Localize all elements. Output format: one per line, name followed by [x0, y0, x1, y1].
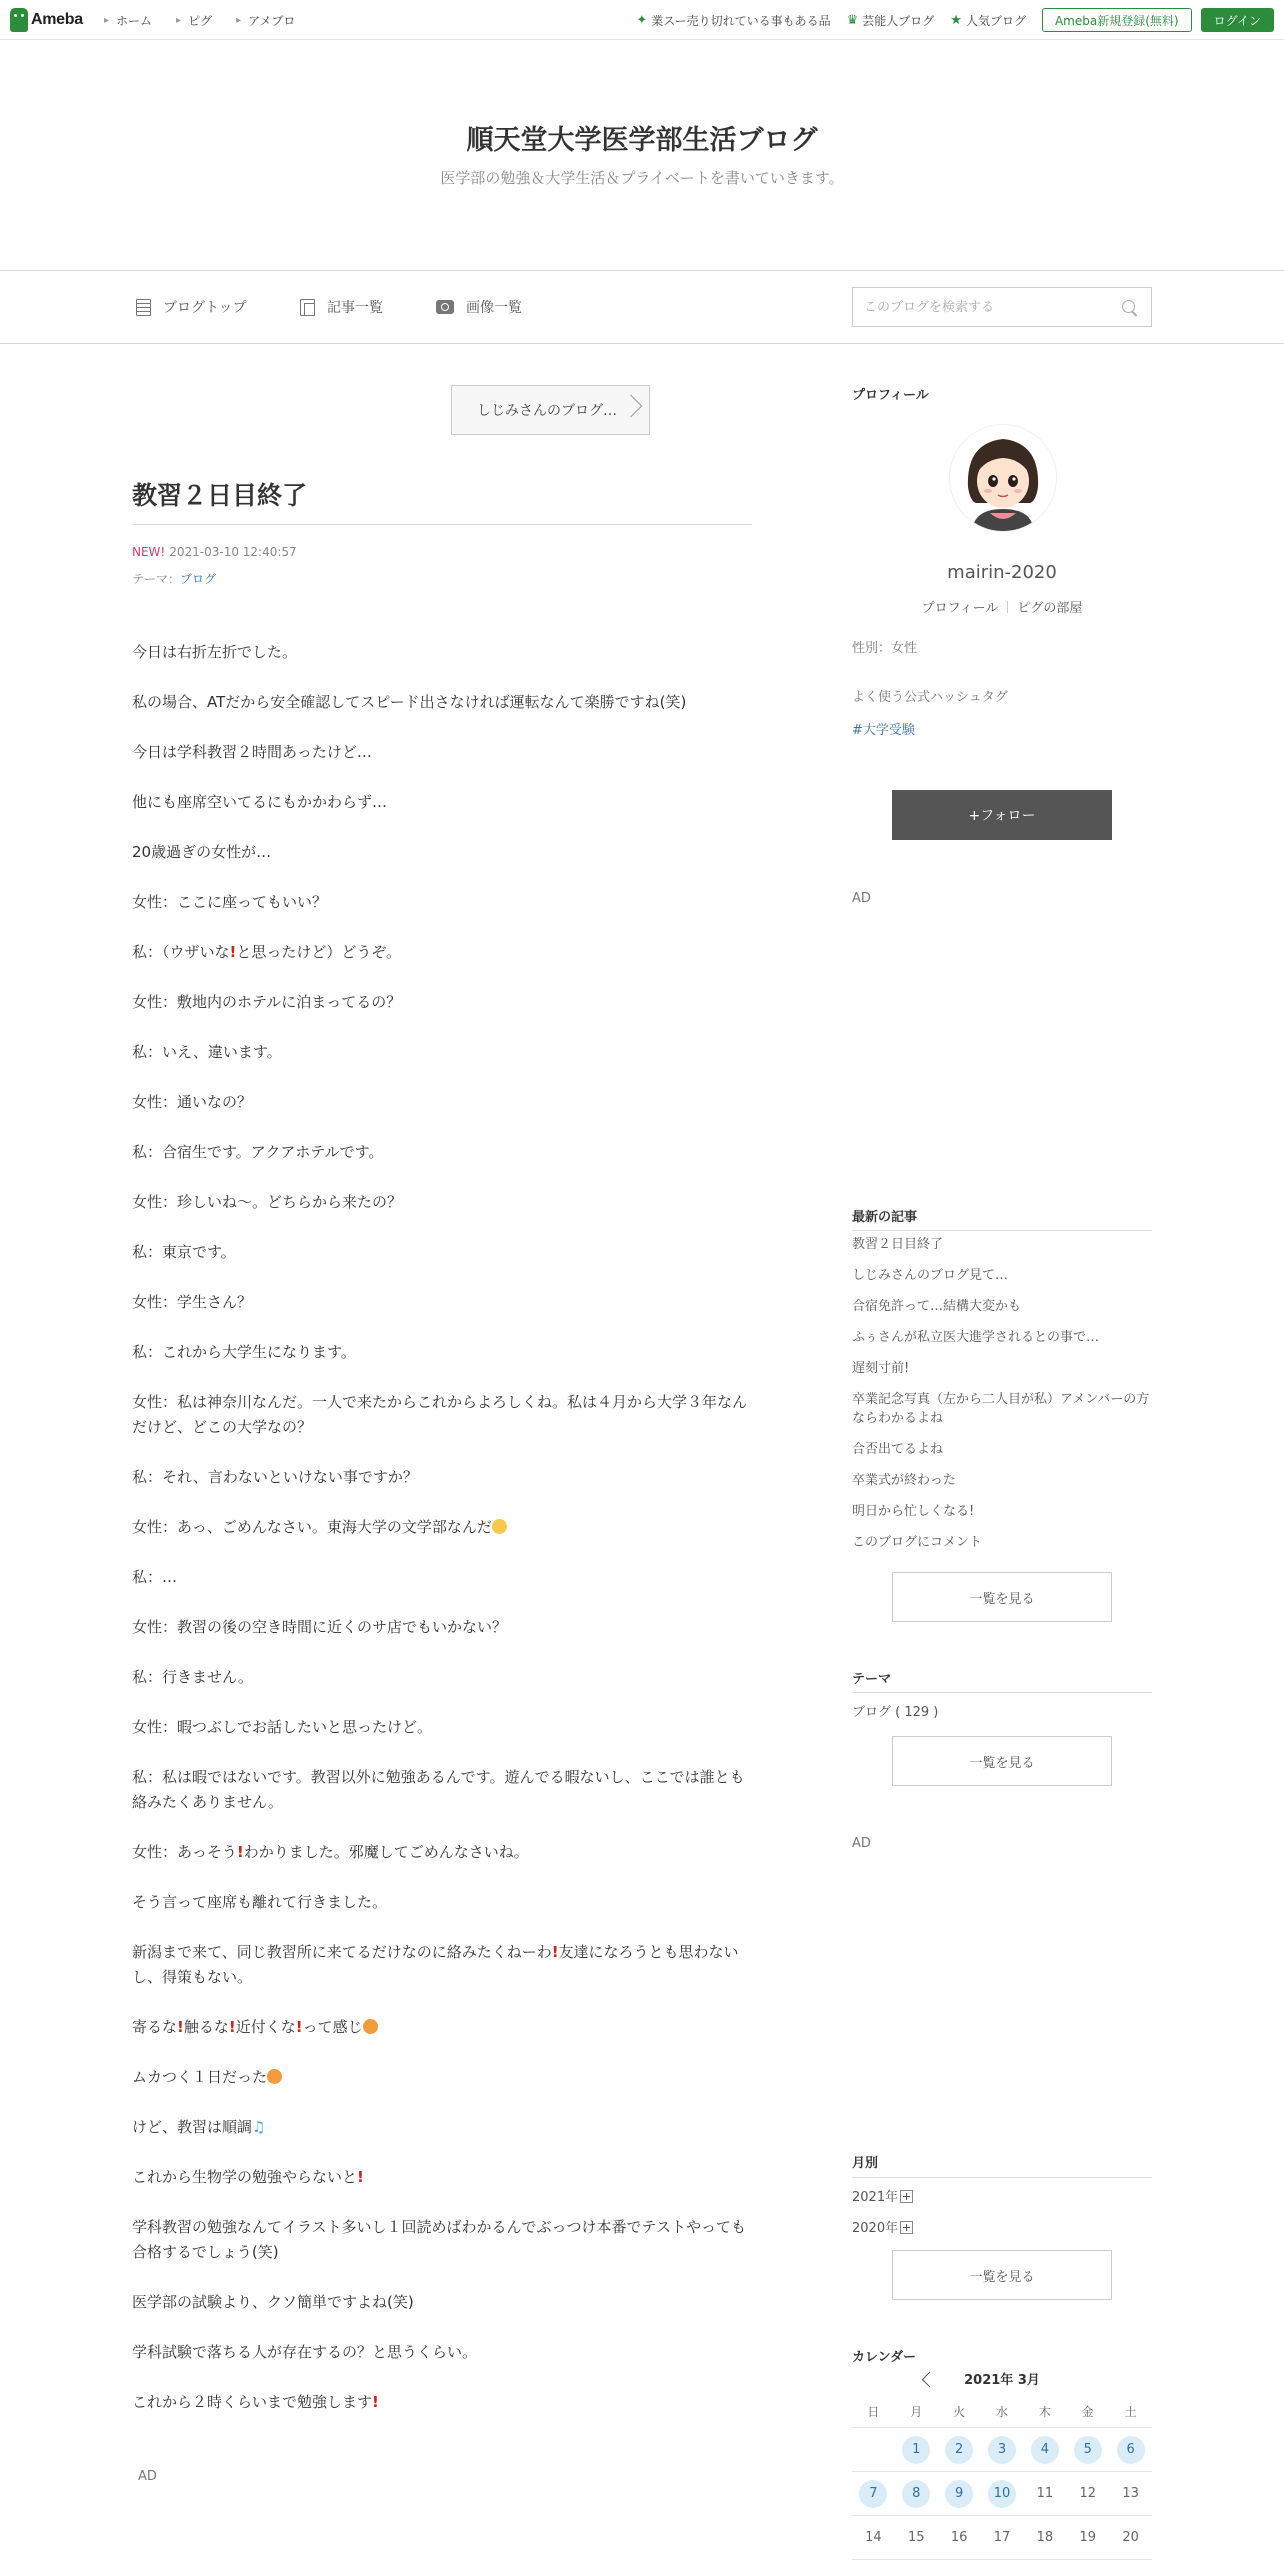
entry-paragraph: 女性：暇つぶしでお話したいと思ったけど。: [132, 1718, 433, 1736]
exclamation-icon: !: [229, 943, 237, 961]
calendar-week-row: [852, 2472, 1152, 2516]
new-badge: NEW!: [132, 545, 166, 559]
blog-title[interactable]: 順天堂大学医学部生活ブログ: [466, 125, 818, 156]
blog-search: [852, 287, 1152, 327]
chevron-right-icon: ▸: [236, 14, 242, 26]
follow-button[interactable]: +フォロー: [892, 790, 1112, 840]
divider: [852, 1230, 1152, 1231]
angry-face-icon: [267, 2069, 282, 2084]
profile-heading: プロフィール: [852, 388, 929, 403]
calendar-month: 2021年 3月: [964, 2373, 1040, 2388]
profile-link[interactable]: プロフィール: [921, 601, 999, 616]
blog-header: [0, 41, 1284, 271]
entry-paragraph: 女性：教習の後の空き時間に近くのサ店でもいかない？: [132, 1618, 508, 1636]
calendar-weekday: 木: [1038, 2405, 1051, 2419]
calendar-day: 12: [1079, 2486, 1096, 2501]
entry-paragraph: 女性：ここに座ってもいい？: [132, 893, 328, 911]
calendar-day: 16: [950, 2530, 968, 2545]
calendar-week-row: [852, 2428, 1152, 2472]
recent-entry-item[interactable]: 教習２日目終了: [852, 1237, 944, 1252]
calendar-day[interactable]: 5: [1066, 2428, 1109, 2471]
entry-paragraph: 私：…: [132, 1568, 178, 1586]
calendar-day[interactable]: 2: [938, 2428, 981, 2471]
calendar-day: [852, 2428, 895, 2471]
ameba-logo[interactable]: [10, 7, 83, 33]
nav-image-list[interactable]: 画像一覧: [436, 297, 522, 317]
calendar-weekday: 日: [867, 2405, 880, 2419]
calendar-day: 11: [1036, 2486, 1054, 2501]
hashtag-heading: よく使う公式ハッシュタグ: [852, 690, 1008, 705]
expand-icon[interactable]: [900, 2221, 913, 2234]
calendar-heading: カレンダー: [852, 2350, 917, 2365]
entry-paragraph: 医学部の試験より、クソ簡単ですよね(笑): [132, 2293, 414, 2311]
avatar[interactable]: [950, 425, 1056, 531]
calendar-grid: [852, 2396, 1152, 2560]
recent-entry-item[interactable]: 合宿免許って…結構大変かも: [852, 1299, 1022, 1314]
hashtag-link[interactable]: #大学受験: [852, 723, 915, 738]
calendar-day: 15: [908, 2530, 925, 2545]
entry-paragraph: 私：合宿生です。アクアホテルです。: [132, 1143, 384, 1161]
entry-theme: テーマ：ブログ: [132, 572, 217, 586]
exclamation-icon: !: [228, 2018, 236, 2036]
crown-icon: ♛: [846, 12, 859, 28]
register-button[interactable]: Ameba新規登録(無料): [1042, 8, 1192, 32]
avatar-illustration: [950, 425, 1056, 531]
exclamation-icon: !: [236, 1843, 244, 1861]
entry-paragraph: 女性：敷地内のホテルに泊まってるの？: [132, 993, 402, 1011]
profile-gender: 性別：女性: [852, 641, 918, 656]
login-button[interactable]: ログイン: [1201, 8, 1274, 32]
monthly-more-button[interactable]: 一覧を見る: [892, 2250, 1112, 2300]
entry-paragraph: 今日は右折左折でした。: [132, 643, 298, 661]
entry-paragraph: けど、教習は順調♫: [132, 2118, 266, 2136]
entry-body: [132, 640, 752, 2440]
search-input[interactable]: [853, 288, 1093, 326]
global-header: [0, 0, 1284, 40]
entry-paragraph: これから２時くらいまで勉強します!: [132, 2393, 379, 2411]
document-icon: [136, 299, 151, 316]
entry-paragraph: 学科教習の勉強なんてイラスト多いし１回読めばわかるんでぶっつけ本番でテストやっても合格するでしょう(笑): [132, 2218, 746, 2261]
popular-blog-link[interactable]: ★ 人気ブログ: [950, 12, 1026, 28]
theme-link[interactable]: ブログ: [180, 572, 217, 586]
entry-paragraph: 私：それ、言わないといけない事ですか？: [132, 1468, 418, 1486]
theme-heading: テーマ: [852, 1672, 892, 1687]
calendar-day[interactable]: 1: [895, 2428, 938, 2471]
ad-label: AD: [852, 1836, 871, 1851]
exclamation-icon: !: [177, 2018, 184, 2036]
divider: [852, 2177, 1152, 2178]
entry-paragraph: 女性：珍しいね～。どちらから来たの？: [132, 1193, 403, 1211]
calendar-day: 18: [1036, 2530, 1054, 2545]
pigg-room-link[interactable]: ピグの部屋: [1017, 601, 1083, 616]
entry-paragraph: 私：私は暇ではないです。教習以外に勉強あるんです。遊んでる暇ないし、ここでは誰とも絡みたくありません。: [132, 1768, 745, 1811]
blog-description: 医学部の勉強＆大学生活＆プライベートを書いていきます。: [440, 169, 844, 187]
entry-paragraph: 20歳過ぎの女性が…: [132, 843, 272, 861]
calendar-week-row: [852, 2516, 1152, 2560]
nav-entry-list[interactable]: 記事一覧: [300, 297, 383, 317]
nav-home[interactable]: ▸ ホーム: [104, 13, 153, 28]
entry-paragraph: 女性：あっ、ごめんなさい。東海大学の文学部なんだ: [132, 1515, 752, 1540]
recent-entry-item[interactable]: 明日から忙しくなる!: [852, 1504, 975, 1519]
exclamation-icon: !: [551, 1943, 559, 1961]
entry-paragraph: 私：東京です。: [132, 1243, 236, 1261]
calendar-day[interactable]: 8: [895, 2472, 938, 2515]
calendar-day: 14: [865, 2530, 882, 2545]
entry-paragraph: 私：行きません。: [132, 1668, 253, 1686]
entry-paragraph: これから生物学の勉強やらないと!: [132, 2168, 364, 2186]
entry-paragraph: 女性：あっそう!わかりました。邪魔してごめんなさいね。: [132, 1843, 529, 1861]
ad-label: AD: [138, 2469, 157, 2484]
calendar-day: 17: [993, 2530, 1011, 2545]
entry-paragraph: 女性：通いなの？: [132, 1093, 253, 1111]
sweat-smile-icon: [492, 1519, 507, 1534]
calendar-day[interactable]: 9: [938, 2472, 981, 2515]
recent-entries-list: [852, 1235, 1152, 1564]
entry-paragraph: 私：（ウザいな!と思ったけど）どうぞ。: [132, 943, 402, 961]
calendar-weekday: 水: [996, 2405, 1009, 2419]
calendar-weekday-row: [852, 2396, 1152, 2428]
search-icon[interactable]: [1122, 300, 1135, 313]
ameba-logo-icon: [10, 8, 28, 32]
month-item[interactable]: 2020年: [852, 2217, 913, 2236]
star-icon: ★: [950, 12, 962, 28]
nav-pigg[interactable]: ▸ ピグ: [176, 13, 213, 28]
entry-paragraph: 他にも座席空いてるにもかかわらず…: [132, 793, 388, 811]
chevron-right-icon: ▸: [176, 14, 182, 26]
calendar-weekday: 火: [953, 2405, 966, 2419]
entry-paragraph: 寄るな!触るな!近付くな!って感じ: [132, 2015, 752, 2040]
exclamation-icon: !: [295, 2018, 303, 2036]
theme-item[interactable]: ブログ ( 129 ): [852, 1705, 939, 1720]
entry-paragraph: 新潟まで来て、同じ教習所に来てるだけなのに絡みたくねーわ!友達になろうとも思わないし、得策もない。: [132, 1943, 739, 1986]
entry-paragraph: 私：これから大学生になります。: [132, 1343, 356, 1361]
global-nav-right: [636, 0, 1274, 40]
divider: [1007, 601, 1008, 613]
calendar-weekday: 金: [1081, 2405, 1094, 2419]
ad-label: AD: [852, 891, 871, 906]
calendar-day[interactable]: 7: [852, 2472, 895, 2515]
recent-entry-item[interactable]: しじみさんのブログ見て…: [852, 1268, 1009, 1283]
calendar-day[interactable]: 4: [1023, 2428, 1066, 2471]
entry-meta: [132, 545, 297, 559]
entry-paragraph: 女性：学生さん？: [132, 1293, 253, 1311]
profile-links: [852, 597, 1152, 616]
monthly-heading: 月別: [852, 2156, 879, 2171]
nav-blog-top[interactable]: ブログトップ: [136, 297, 247, 317]
recent-entries-heading: 最新の記事: [852, 1210, 918, 1225]
expand-icon[interactable]: [900, 2190, 913, 2203]
logo-text: Ameba: [31, 11, 83, 28]
entry-paragraph: 今日は学科教習２時間あったけど…: [132, 743, 372, 761]
blog-nav: [0, 271, 1284, 344]
calendar-day[interactable]: 6: [1109, 2428, 1152, 2471]
calendar-day: 19: [1079, 2530, 1096, 2545]
entry-paragraph: ムカつく１日だった: [132, 2065, 752, 2090]
recent-entry-item[interactable]: ふぅさんが私立医大進学されるとの事で…: [852, 1330, 1100, 1345]
recent-entry-item[interactable]: 遅刻寸前!: [852, 1361, 910, 1376]
calendar-day: 13: [1122, 2486, 1139, 2501]
exclamation-icon: !: [357, 2168, 364, 2186]
nav-ameblo[interactable]: ▸ アメブロ: [236, 13, 296, 28]
entry-paragraph: そう言って座席も離れて行きました。: [132, 1893, 388, 1911]
exclamation-icon: !: [372, 2393, 379, 2411]
celebrity-blog-link[interactable]: ♛ 芸能人ブログ: [846, 12, 935, 28]
theme-more-button[interactable]: 一覧を見る: [892, 1736, 1112, 1786]
camera-icon: [436, 300, 454, 314]
recent-entry-item[interactable]: このブログにコメント: [852, 1535, 983, 1550]
chevron-right-icon: [620, 395, 643, 418]
recent-entry-item[interactable]: 卒業式が終わった: [852, 1473, 956, 1488]
calendar-weekday: 月: [910, 2405, 923, 2419]
entry-paragraph: 私：いえ、違います。: [132, 1043, 282, 1061]
entry-paragraph: 学科試験で落ちる人が存在するの？と思うくらい。: [132, 2343, 478, 2361]
calendar-day[interactable]: 10: [981, 2472, 1024, 2515]
divider: [852, 1692, 1152, 1693]
chevron-right-icon: ▸: [104, 14, 110, 26]
angry-face-icon: [363, 2019, 378, 2034]
sparkle-icon: ✦: [636, 12, 648, 28]
month-item[interactable]: 2021年: [852, 2186, 913, 2205]
entry-paragraph: 女性：私は神奈川なんだ。一人で来たからこれからよろしくね。私は４月から大学３年なんだけど、どこの大学なの？: [132, 1393, 748, 1436]
entry-paragraph: 私の場合、ATだから安全確認してスピード出さなければ運転なんて楽勝ですね(笑): [132, 693, 687, 711]
divider: [132, 524, 752, 525]
entry-datetime: 2021-03-10 12:40:57: [169, 545, 297, 559]
calendar-weekday: 土: [1124, 2405, 1137, 2419]
music-note-icon: ♫: [252, 2118, 266, 2136]
entry-title[interactable]: 教習２日目終了: [132, 481, 308, 510]
trending-link[interactable]: ✦ 業スー売り切れている事もある品: [636, 12, 831, 28]
recent-entries-more-button[interactable]: 一覧を見る: [892, 1572, 1112, 1622]
calendar-day[interactable]: 3: [981, 2428, 1024, 2471]
recent-entry-item[interactable]: 卒業記念写真（左から二人目が私）アメンバーの方ならわかるよね: [852, 1392, 1150, 1426]
copy-icon: [300, 299, 315, 316]
global-nav: [104, 0, 319, 40]
calendar-day: 20: [1122, 2530, 1139, 2545]
recent-entry-item[interactable]: 合否出てるよね: [852, 1442, 944, 1457]
previous-entry-link[interactable]: しじみさんのブログ…: [451, 385, 650, 435]
profile-name[interactable]: mairin-2020: [947, 562, 1057, 583]
